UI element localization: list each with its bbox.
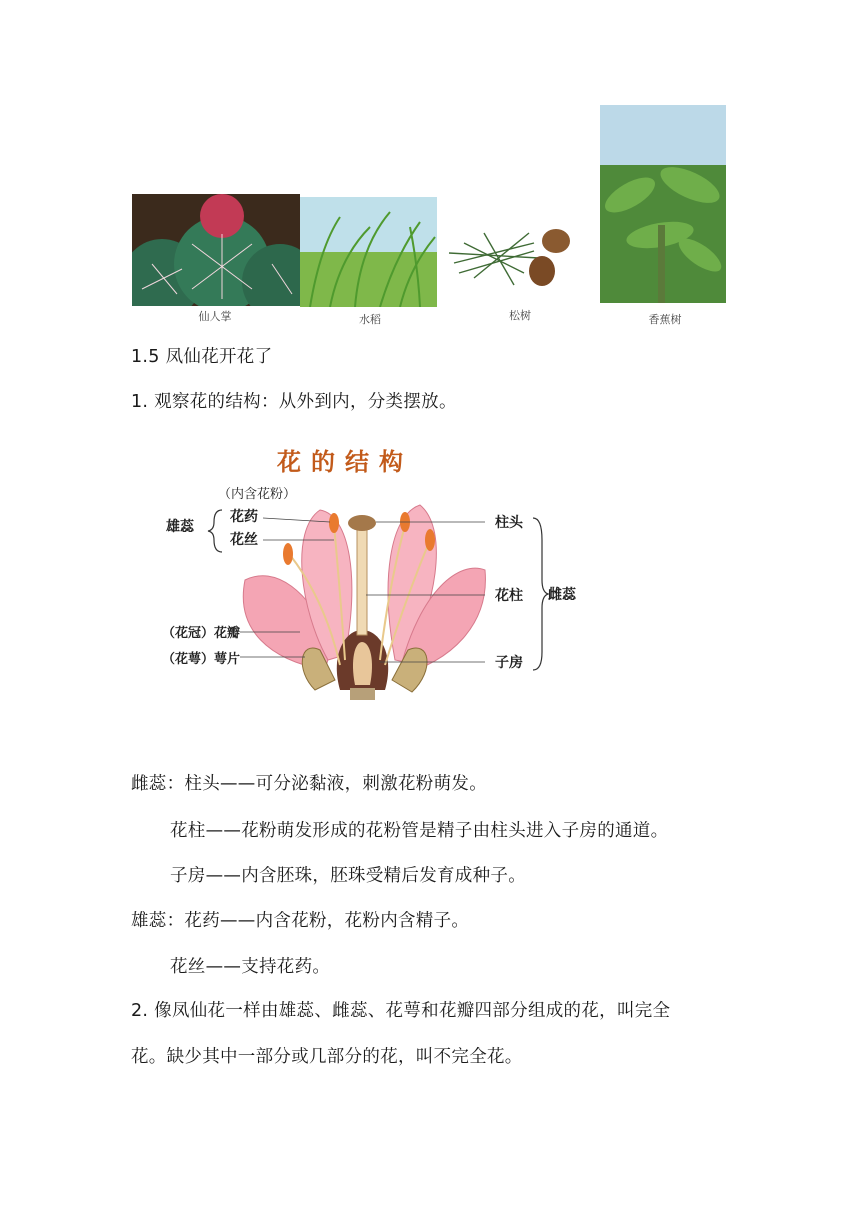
label-stamen: 雄蕊	[166, 519, 194, 535]
item-1-text: 1. 观察花的结构：从外到内，分类摆放。	[131, 392, 457, 412]
note-pistil-stigma: 雌蕊：柱头——可分泌黏液，刺激花粉萌发。	[131, 774, 487, 794]
section-title: 1.5 凤仙花开花了	[131, 347, 273, 367]
note-stamen-anther: 雄蕊：花药——内含花粉，花粉内含精子。	[131, 911, 470, 931]
cactus-photo	[132, 194, 300, 306]
label-sepal: （花萼）萼片	[162, 652, 241, 667]
photo-caption-rice: 水稻	[359, 313, 381, 326]
diagram-title: 花的结构	[277, 447, 413, 476]
item-2-line-1: 2. 像凤仙花一样由雄蕊、雌蕊、花萼和花瓣四部分组成的花，叫完全	[131, 1001, 671, 1021]
photo-caption-pine: 松树	[509, 309, 531, 322]
banana-tree-photo	[600, 105, 726, 303]
label-pistil: 雌蕊	[548, 587, 576, 603]
flower-structure-diagram	[150, 430, 610, 730]
note-stamen-filament: 花丝——支持花药。	[170, 957, 331, 977]
label-anther: 花药	[230, 509, 258, 525]
receptacle	[350, 688, 375, 700]
bracket-pistil	[533, 518, 548, 670]
item-2-line-2: 花。缺少其中一部分或几部分的花，叫不完全花。	[131, 1047, 523, 1067]
note-pistil-ovary: 子房——内含胚珠，胚珠受精后发育成种子。	[170, 866, 526, 886]
label-stigma: 柱头	[495, 515, 523, 531]
pine-photo	[444, 223, 594, 295]
style-column	[357, 525, 367, 635]
photo-caption-cactus: 仙人掌	[198, 310, 232, 323]
label-ovary: 子房	[495, 655, 523, 671]
note-pistil-style: 花柱——花粉萌发形成的花粉管是精子由柱头进入子房的通道。	[170, 821, 669, 841]
label-style: 花柱	[495, 588, 523, 604]
label-pollen-note: （内含花粉）	[218, 487, 297, 502]
label-petal: （花冠）花瓣	[162, 626, 241, 641]
rice-photo	[300, 197, 437, 307]
bracket-stamen	[208, 510, 222, 552]
photo-strip	[130, 105, 730, 330]
stigma-shape	[348, 515, 376, 531]
photo-caption-banana: 香蕉树	[648, 313, 682, 326]
label-filament: 花丝	[230, 532, 258, 548]
